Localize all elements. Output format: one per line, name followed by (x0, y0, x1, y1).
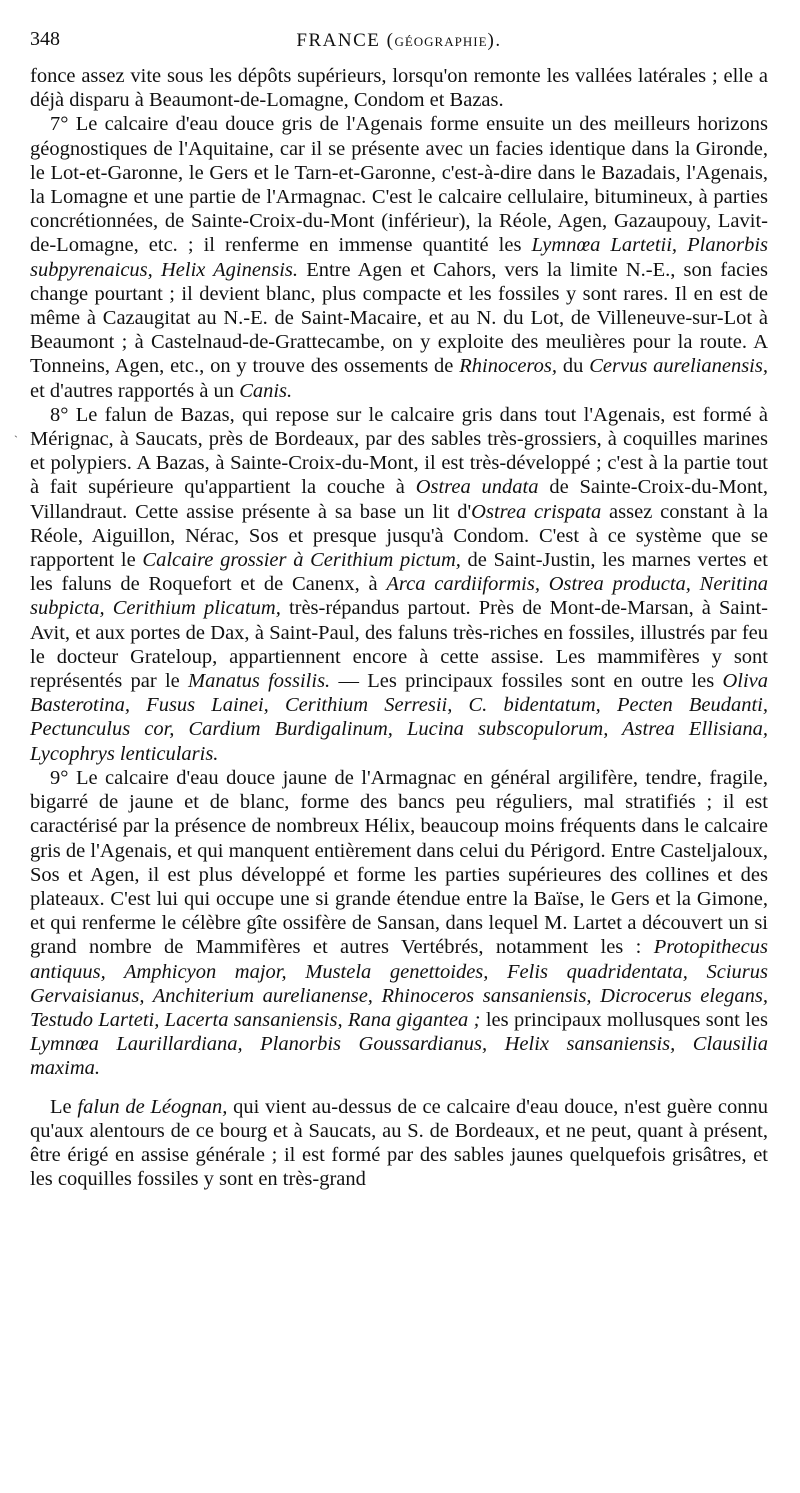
species-names: Canis. (239, 379, 293, 402)
text-run: très-répandus partout. Près de Mont-de-Marsan, à Saint-Avit, et aux portes de Dax, à Saint-Paul, des faluns très-riches en fossiles, illustrés par feu le docteur Grateloup, appartiennent encore à cette assise. Les mammifères y sont représentés par le (30, 597, 768, 693)
running-title-main: FRANCE ( (296, 30, 395, 51)
body-text (30, 64, 768, 1191)
running-title-close: ). (487, 30, 502, 51)
text-run: de Saint-Justin, les marnes vertes et les faluns de Roquefort et de Canenx, à (30, 549, 768, 596)
species-names: Calcaire grossier à Cerithium pictum, (142, 549, 461, 572)
text-run: les principaux mollusques sont les (480, 1008, 768, 1031)
species-names: Cervus aurelianensis, (589, 355, 768, 378)
text-run: — Les principaux fossiles sont en outre les (330, 670, 723, 693)
formation-name: falun de Léognan, (77, 1095, 228, 1118)
page-header (30, 22, 768, 64)
text-run: et d'autres rapportés à un (30, 379, 240, 402)
page (30, 22, 768, 1191)
text-run: Le (50, 1095, 78, 1118)
stray-print-mark: ˎ (14, 424, 18, 438)
paragraph-8 (30, 403, 768, 766)
running-title (30, 30, 768, 52)
text-run: Entre Agen et Cahors, vers la limite N.-E., son facies change pourtant ; il devient blanc, plus compacte et les fossiles y sont rares. Il en est de même à Cazaugitat au N.-E. de Saint-Macaire, et au N. du Lot, de Villeneuve-sur-Lot à Beaumont ; à Castelnaud-de-Grattecambe, on y exploite des meulières pour la route. A Tonneins, Agen, etc., on y trouve des ossements de (30, 258, 768, 378)
paragraph-leognan (30, 1095, 768, 1192)
species-names: Oliva Basterotina, Fusus Lainei, Cerithium Serresii, C. bidentatum, Pecten Beudanti, Pectunculus cor, Cardium Burdigalinum, Lucina subscopulorum, Astrea Ellisiana, Lycophrys lenticularis. (30, 670, 769, 765)
species-names: Lymnœa Lartetii, Planorbis subpyrenaicus, Helix Aginensis. (30, 234, 768, 281)
paragraph-7 (30, 112, 768, 402)
paragraph-continuation (30, 64, 768, 112)
page-number: 348 (30, 28, 60, 50)
running-title-smallcaps: GÉOGRAPHIE (394, 34, 488, 49)
text-run: 9° Le calcaire d'eau douce jaune de l'Armagnac en général argilifère, tendre, fragile, bigarré de jaune et de blanc, forme des bancs peu réguliers, mal stratifiés ; il est caractérisé par la présence de nombreux Hélix, beaucoup moins fréquents dans le calcaire gris de l'Agenais, et qui manquent entièrement dans celui du Périgord. Entre Casteljaloux, Sos et Agen, il est plus développé et forme les parties supérieures des collines et des plateaux. C'est lui qui occupe une si grande étendue entre la Baïse, le Gers et la Gimone, et qui renferme le célèbre gîte ossifère de Sansan, dans lequel M. Lartet a découvert un si grand nombre de Mammifères et autres Vertébrés, notamment les : (30, 766, 768, 959)
text-run: assez constant à la Réole, Aiguillon, Nérac, Sos et presque jusqu'à Condom. C'est à ce système que se rapportent le (30, 500, 768, 572)
species-names: Arca cardiiformis, Ostrea producta, Neritina subpicta, Cerithium plicatum, (30, 573, 768, 620)
species-names: Lymnœa Laurillardiana, Planorbis Goussardianus, Helix sansaniensis, Clausilia maxima. (30, 1033, 768, 1080)
species-names: Protopithecus antiquus, Amphicyon major, Mustela genettoides, Felis quadridentata, Sciurus Gervaisianus, Anchiterium aurelianense, Rhinoceros sansaniensis, Dicrocerus elegans, Testudo Larteti, Lacerta sansaniensis, Rana gigantea ; (30, 936, 768, 1031)
paragraph-9 (30, 766, 768, 1081)
text-run: du (557, 355, 590, 378)
text-run: de Sainte-Croix-du-Mont, Villandraut. Cette assise présente à sa base un lit d' (30, 476, 768, 523)
species-names: Ostrea undata (415, 476, 539, 499)
text-run: 8° Le falun de Bazas, qui repose sur le calcaire gris dans tout l'Agenais, est formé à Mérignac, à Saucats, près de Bordeaux, par des sables très-grossiers, à coquilles marines et polypiers. A Bazas, à Sainte-Croix-du-Mont, il est très-développé ; c'est à la partie tout à fait supérieure qu'appartient la couche à (30, 403, 768, 499)
species-names: Manatus fossilis. (188, 670, 331, 693)
text-run: fonce assez vite sous les dépôts supérieurs, lorsqu'on remonte les vallées latérales ; elle a déjà disparu à Beaumont-de-Lomagne, Condom et Bazas. (30, 65, 768, 112)
species-names: Ostrea crispata (471, 500, 602, 523)
species-names: Rhinoceros, (459, 355, 558, 378)
text-run: 7° Le calcaire d'eau douce gris de l'Agenais forme ensuite un des meilleurs horizons géognostiques de l'Aquitaine, car il se présente avec un facies identique dans la Gironde, le Lot-et-Garonne, le Gers et le Tarn-et-Garonne, c'est-à-dire dans le Bazadais, l'Agenais, la Lomagne et une partie de l'Armagnac. C'est le calcaire cellulaire, bitumineux, à parties concrétionnées, de Sainte-Croix-du-Mont (inférieur), la Réole, Agen, Gazaupouy, Lavit-de-Lomagne, etc. ; il renferme en immense quantité les (30, 113, 768, 257)
text-run: qui vient au-dessus de ce calcaire d'eau douce, n'est guère connu qu'aux alentours de ce bourg et à Saucats, au S. de Bordeaux, et ne peut, quant à présent, être érigé en assise générale ; il est formé par des sables jaunes quelquefois grisâtres, et les coquilles fossiles y sont en très-grand (30, 1095, 768, 1191)
